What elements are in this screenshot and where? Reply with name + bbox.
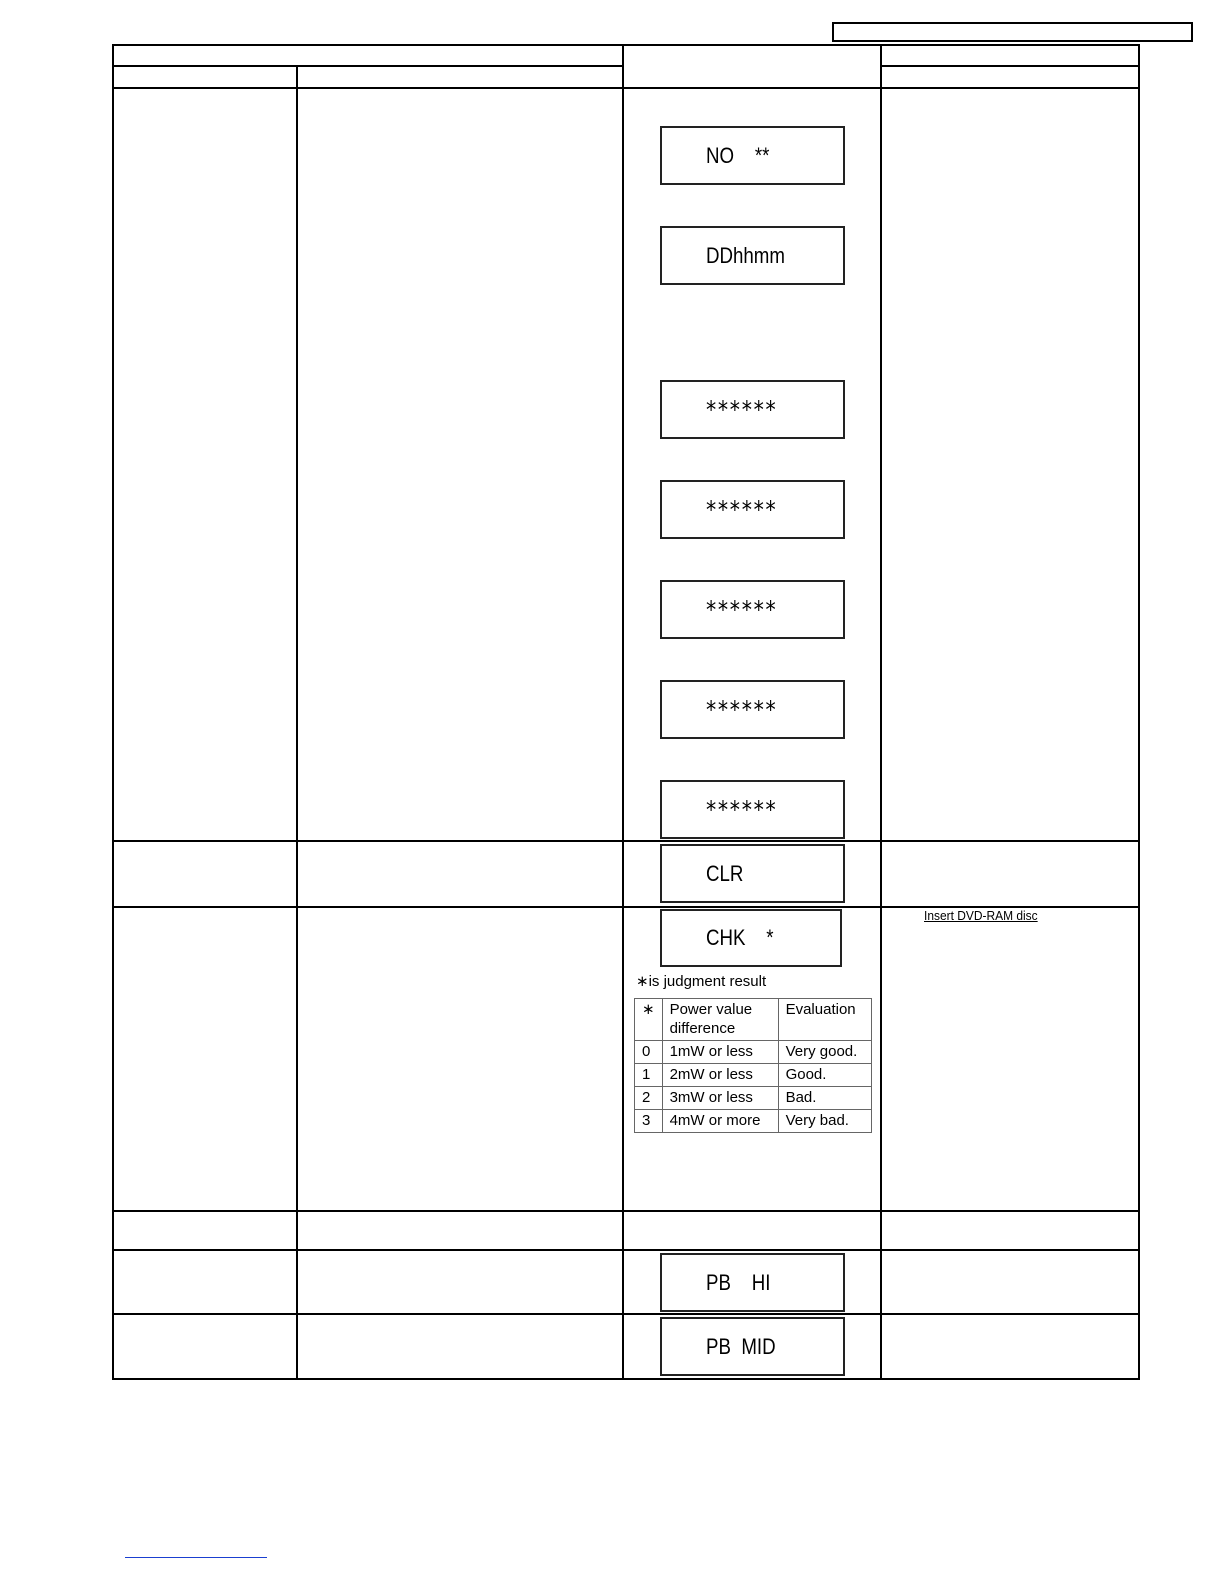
table-cell: 3 xyxy=(635,1110,663,1133)
table-rule xyxy=(296,65,298,1380)
table-cell: 1mW or less xyxy=(662,1041,778,1064)
table-cell: 0 xyxy=(635,1041,663,1064)
table-rule xyxy=(112,87,1140,89)
lcd-display: ****** xyxy=(660,580,845,639)
lcd-display: PB HI xyxy=(660,1253,845,1312)
insert-disc-note: Insert DVD-RAM disc xyxy=(924,908,1038,923)
header-reference-box xyxy=(832,22,1193,42)
table-header-cell: Power value difference xyxy=(662,999,778,1041)
table-cell: 3mW or less xyxy=(662,1087,778,1110)
table-rule xyxy=(112,1378,1140,1380)
table-row xyxy=(635,1041,872,1064)
table-cell: 2mW or less xyxy=(662,1064,778,1087)
lcd-display: ****** xyxy=(660,680,845,739)
table-row xyxy=(635,999,872,1041)
table-rule xyxy=(112,65,624,67)
lcd-display: ****** xyxy=(660,780,845,839)
table-cell: Bad. xyxy=(778,1087,871,1110)
table-rule xyxy=(1138,44,1140,1380)
lcd-display: ****** xyxy=(660,380,845,439)
procedure-table xyxy=(112,44,1140,1380)
table-rule xyxy=(112,1210,1140,1212)
lcd-display: CLR xyxy=(660,844,845,903)
table-cell: Good. xyxy=(778,1064,871,1087)
judgment-table xyxy=(634,998,872,1133)
table-cell: 4mW or more xyxy=(662,1110,778,1133)
table-cell: Very good. xyxy=(778,1041,871,1064)
lcd-display: DDhhmm xyxy=(660,226,845,285)
table-header-cell: Evaluation xyxy=(778,999,871,1041)
table-rule xyxy=(881,65,1140,67)
lcd-display: PB MID xyxy=(660,1317,845,1376)
footer-link-underline[interactable] xyxy=(125,1557,267,1558)
table-rule xyxy=(112,44,1140,46)
table-cell: 2 xyxy=(635,1087,663,1110)
judgment-note: ∗is judgment result xyxy=(636,973,767,990)
table-row xyxy=(635,1064,872,1087)
table-rule xyxy=(112,840,1140,842)
lcd-display: CHK * xyxy=(660,909,842,967)
table-row xyxy=(635,1110,872,1133)
table-rule xyxy=(112,1249,1140,1251)
lcd-display: NO ** xyxy=(660,126,845,185)
table-rule xyxy=(112,44,114,1380)
table-rule xyxy=(112,1313,1140,1315)
table-rule xyxy=(622,44,624,1380)
table-rule xyxy=(880,44,882,1380)
table-header-cell: ∗ xyxy=(635,999,663,1041)
table-row xyxy=(635,1087,872,1110)
table-cell: Very bad. xyxy=(778,1110,871,1133)
lcd-display: ****** xyxy=(660,480,845,539)
table-cell: 1 xyxy=(635,1064,663,1087)
